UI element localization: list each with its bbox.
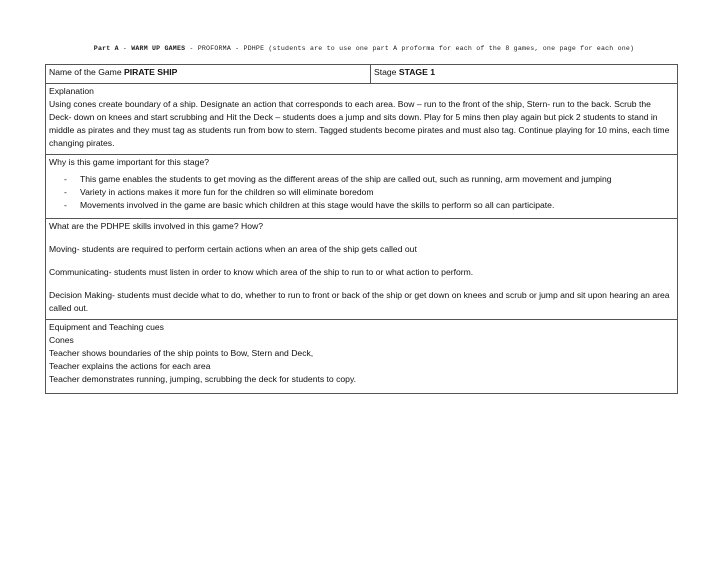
importance-item-text: Movements involved in the game are basic which children at this stage would have the skills to perform so all can participate. bbox=[80, 200, 555, 210]
bullet-dash: - bbox=[64, 200, 67, 210]
skill-decision-making: Decision Making- students must decide what to do, whether to run to front or back of the ship or get down on knees and scrub or jump and sit upon hearing an area called out. bbox=[49, 290, 670, 313]
header-part: Part A bbox=[93, 45, 119, 52]
skills-heading: What are the PDHPE skills involved in this game? How? bbox=[49, 221, 263, 231]
equipment-line: Teacher demonstrates running, jumping, scrubbing the deck for students to copy. bbox=[49, 374, 356, 384]
game-name-label: Name of the Game bbox=[49, 67, 124, 77]
importance-row bbox=[46, 155, 678, 219]
proforma-table bbox=[45, 64, 678, 394]
bullet-dash: - bbox=[64, 187, 67, 197]
importance-item-text: Variety in actions makes it more fun for the children so will eliminate boredom bbox=[80, 187, 374, 197]
equipment-cell bbox=[46, 320, 678, 394]
equipment-line: Teacher explains the actions for each area bbox=[49, 361, 211, 371]
explanation-cell bbox=[46, 84, 678, 155]
proforma-header bbox=[0, 45, 728, 52]
header-separator: - bbox=[118, 45, 132, 52]
list-item bbox=[49, 186, 674, 199]
skills-cell bbox=[46, 219, 678, 320]
header-description: - PROFORMA - PDHPE (students are to use one part A proforma for each of the 8 games, one page for each one) bbox=[185, 45, 635, 52]
stage-label: Stage bbox=[374, 67, 399, 77]
skills-row bbox=[46, 219, 678, 320]
bullet-dash: - bbox=[64, 174, 67, 184]
equipment-heading: Equipment and Teaching cues bbox=[49, 322, 164, 332]
importance-list bbox=[49, 173, 674, 212]
explanation-heading: Explanation bbox=[49, 86, 94, 96]
stage-cell bbox=[371, 65, 678, 84]
game-info-row bbox=[46, 65, 678, 84]
explanation-row bbox=[46, 84, 678, 155]
equipment-line: Teacher shows boundaries of the ship points to Bow, Stern and Deck, bbox=[49, 348, 314, 358]
importance-heading: Why is this game important for this stage? bbox=[49, 157, 210, 167]
list-item bbox=[49, 173, 674, 186]
importance-item-text: This game enables the students to get moving as the different areas of the ship are called out, such as running, arm movement and jumping bbox=[80, 174, 612, 184]
equipment-row bbox=[46, 320, 678, 394]
explanation-text: Using cones create boundary of a ship. Designate an action that corresponds to each area. Bow – run to the front of the ship, Stern- run to the back. Scrub the Deck- down on knees and start scrubbing and Hit the Deck – students does a jump and sits down. Play for 5 mins then play again but pick 2 students to stand in middle as pirates and they must tag as students run from bow to stern. Tagged students become pirates and must also tag. Continue playing for 10 mins, each time changing pirates. bbox=[49, 99, 670, 148]
game-name-cell bbox=[46, 65, 371, 84]
skill-communicating: Communicating- students must listen in order to know which area of the ship to run to or what action to perform. bbox=[49, 267, 474, 277]
list-item bbox=[49, 199, 674, 212]
skill-moving: Moving- students are required to perform certain actions when an area of the ship gets called out bbox=[49, 244, 417, 254]
stage-value: STAGE 1 bbox=[398, 67, 435, 77]
importance-cell bbox=[46, 155, 678, 219]
equipment-line: Cones bbox=[49, 335, 74, 345]
header-section: WARM UP GAMES bbox=[131, 45, 186, 52]
game-name-value: PIRATE SHIP bbox=[124, 67, 178, 77]
